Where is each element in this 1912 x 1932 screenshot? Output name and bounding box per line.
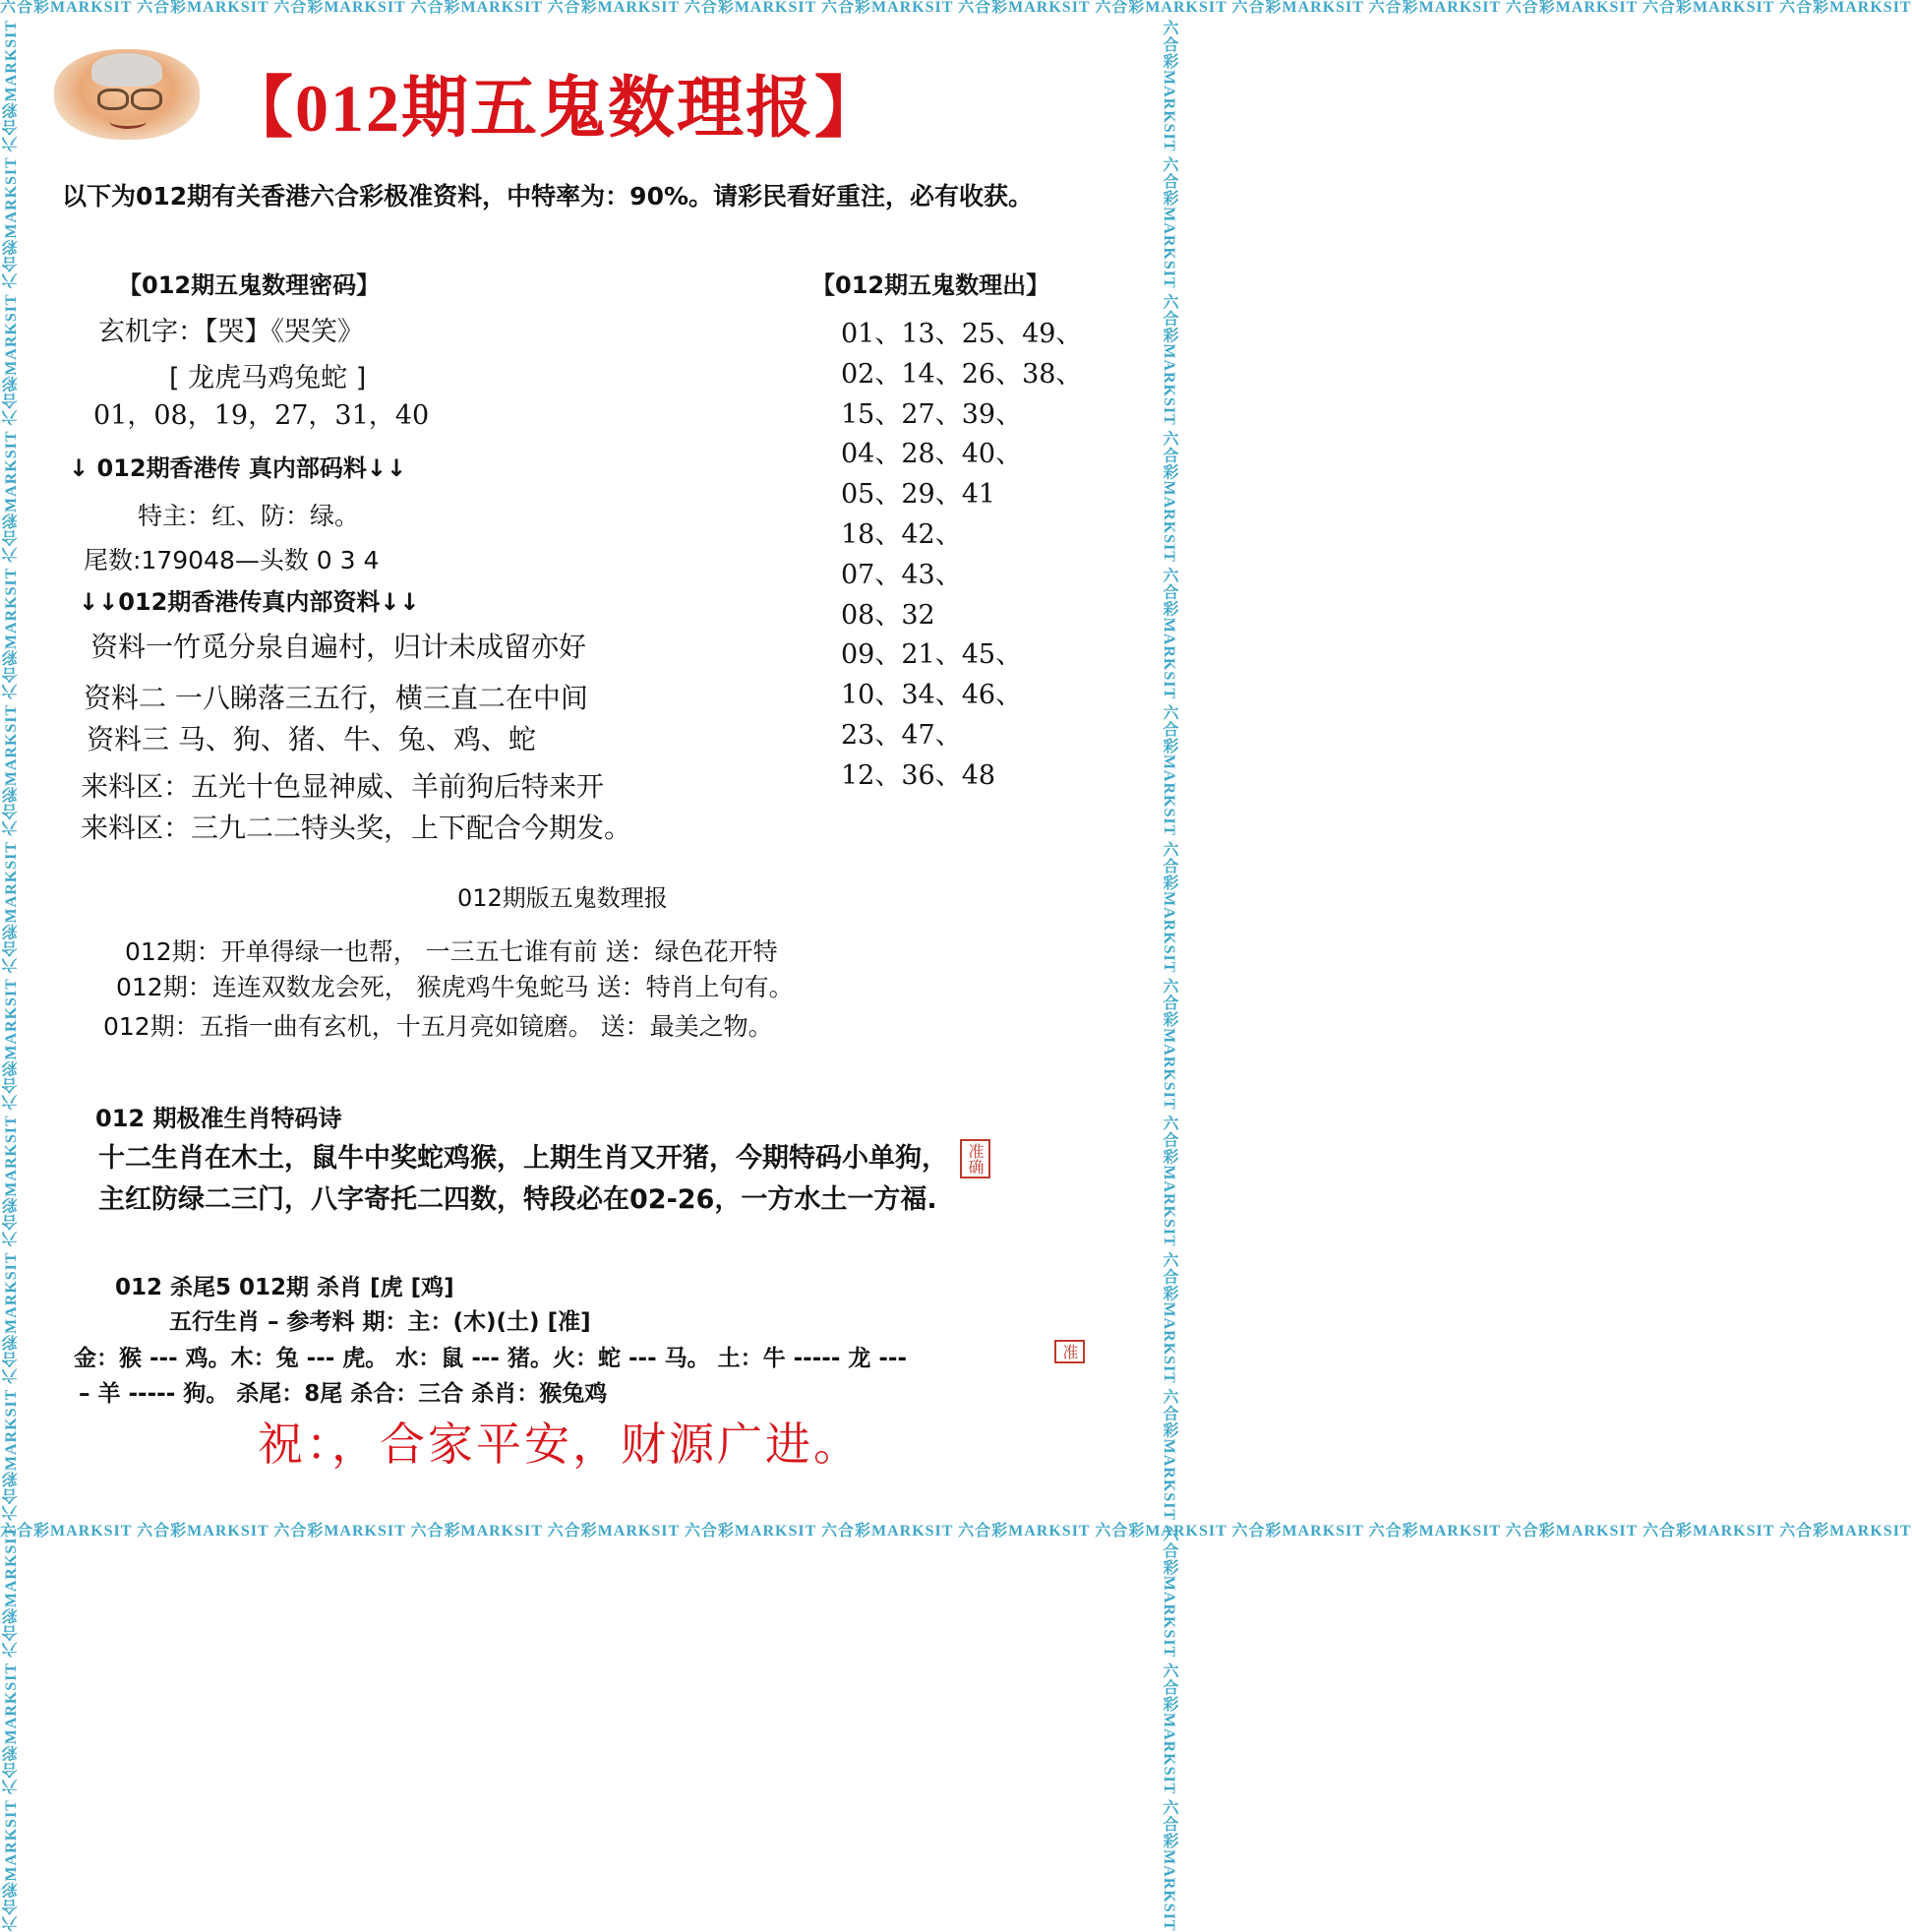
- poem-line-2: 主红防绿二三门，八字寄托二四数，特段必在02-26，一方水土一方福.: [98, 1184, 937, 1215]
- poem-line-1: 十二生肖在木土，鼠牛中奖蛇鸡猴，上期生肖又开猪，今期特码小单狗，: [98, 1143, 948, 1174]
- right-heading: 【012期五鬼数理出】: [811, 272, 1050, 299]
- number-row: 15、27、39、: [841, 398, 1023, 430]
- avatar-hair: [91, 53, 162, 87]
- blessing-text: 祝：，合家平安，财源广进。: [258, 1419, 862, 1470]
- border-bottom: [0, 1521, 1912, 1541]
- avatar-glasses-right: [131, 89, 162, 110]
- edition-line-2: 012期：连连双数龙会死， 猴虎鸡牛兔蛇马 送：特肖上句有。: [116, 973, 794, 1001]
- edition-heading: 012期版五鬼数理报: [457, 884, 668, 912]
- bottom-line-3: 金：猴 --- 鸡。木：兔 --- 虎。 水：鼠 --- 猪。火：蛇 --- 马。 土：牛 ----- 龙 ---: [74, 1346, 908, 1371]
- number-row: 12、36、48: [841, 759, 996, 791]
- ziliao-3: 资料三 马、狗、猪、牛、兔、鸡、蛇: [87, 723, 536, 755]
- poem-heading: 012 期极准生肖特码诗: [95, 1105, 342, 1132]
- border-left-text: 六合彩MARKSIT 六合彩MARKSIT 六合彩MARKSIT 六合彩MARKSIT 六合彩MARKSIT 六合彩MARKSIT 六合彩MARKSIT 六合彩MARKSIT 六合彩MARKSIT 六合彩MARKSIT 六合彩MARKSIT 六合彩MARKSIT 六合彩MARKSIT 六合彩MARKSIT: [3, 20, 20, 1932]
- number-row: 18、42、: [841, 518, 962, 550]
- page-title: 【012期五鬼数理报】: [226, 71, 884, 146]
- number-row: 02、14、26、38、: [841, 358, 1083, 390]
- te-zhu-text: 特主：红、防：绿。: [138, 502, 360, 530]
- number-list: [841, 315, 1082, 797]
- number-row: 01、13、25、49、: [841, 319, 1083, 349]
- border-top: [0, 0, 1912, 20]
- border-left: [0, 20, 22, 1932]
- hk-heading-2: ↓↓012期香港传真内部资料↓↓: [79, 588, 420, 616]
- seal-stamp-1: [960, 1139, 990, 1178]
- border-right-text: 六合彩MARKSIT 六合彩MARKSIT 六合彩MARKSIT 六合彩MARKSIT 六合彩MARKSIT 六合彩MARKSIT 六合彩MARKSIT 六合彩MARKSIT 六合彩MARKSIT 六合彩MARKSIT 六合彩MARKSIT 六合彩MARKSIT 六合彩MARKSIT 六合彩MARKSIT: [1161, 20, 1177, 1932]
- ziliao-2: 资料二 一八睇落三五行，横三直二在中间: [84, 682, 588, 714]
- portrait-avatar: [54, 49, 200, 140]
- lailiao-1: 来料区：五光十色显神威、羊前狗后特来开: [81, 770, 605, 803]
- ziliao-1: 资料一竹觅分泉自遍村，归计未成留亦好: [90, 631, 587, 663]
- secret-heading: 【012期五鬼数理密码】: [118, 272, 381, 299]
- number-row: 04、28、40、: [841, 439, 1023, 470]
- number-row: 09、21、45、: [841, 639, 1023, 671]
- intro-text: 以下为012期有关香港六合彩极准资料，中特率为：90%。请彩民看好重注，必有收获。: [62, 182, 1034, 211]
- bottom-line-4: – 羊 ----- 狗。 杀尾：8尾 杀合：三合 杀肖：猴兔鸡: [79, 1381, 608, 1407]
- avatar-smile: [109, 114, 147, 129]
- seal-stamp-1-text: 准确: [966, 1143, 985, 1175]
- zodiac-group: [ 龙虎马鸡兔蛇 ]: [169, 363, 367, 393]
- bottom-line-2: 五行生肖 – 参考料 期：主：(木)(土) [准]: [169, 1309, 591, 1335]
- number-row: 08、32: [841, 599, 935, 631]
- hk-heading: ↓ 012期香港传 真内部码料↓↓: [69, 454, 407, 482]
- bottom-line-1: 012 杀尾5 012期 杀肖 [虎 [鸡]: [115, 1275, 454, 1300]
- tail-head-text: 尾数:179048—头数 0 3 4: [84, 546, 380, 574]
- border-right: [1159, 20, 1180, 1932]
- number-row: 07、43、: [841, 559, 962, 590]
- edition-line-1: 012期：开单得绿一也帮， 一三五七谁有前 送：绿色花开特: [125, 937, 778, 966]
- xuanji-text: 玄机字：【哭】《哭笑》: [98, 317, 364, 347]
- seal-stamp-2: [1054, 1340, 1085, 1363]
- seal-stamp-2-text: 准: [1060, 1344, 1079, 1359]
- number-row: 23、47、: [841, 719, 962, 751]
- zodiac-numbers: 01，08，19，27，31，40: [93, 400, 430, 431]
- lailiao-2: 来料区：三九二二特头奖，上下配合今期发。: [81, 812, 632, 844]
- edition-line-3: 012期：五指一曲有玄机，十五月亮如镜磨。 送：最美之物。: [103, 1012, 773, 1041]
- avatar-glasses-left: [97, 89, 129, 110]
- border-bottom-text: 六合彩MARKSIT 六合彩MARKSIT 六合彩MARKSIT 六合彩MARKSIT 六合彩MARKSIT 六合彩MARKSIT 六合彩MARKSIT 六合彩MARKSIT 六合彩MARKSIT 六合彩MARKSIT 六合彩MARKSIT 六合彩MARKSIT 六合彩MARKSIT 六合彩MARKSIT: [0, 1523, 1912, 1540]
- number-row: 05、29、41: [841, 479, 996, 511]
- number-row: 10、34、46、: [841, 680, 1023, 711]
- border-top-text: 六合彩MARKSIT 六合彩MARKSIT 六合彩MARKSIT 六合彩MARKSIT 六合彩MARKSIT 六合彩MARKSIT 六合彩MARKSIT 六合彩MARKSIT 六合彩MARKSIT 六合彩MARKSIT 六合彩MARKSIT 六合彩MARKSIT 六合彩MARKSIT 六合彩MARKSIT: [0, 0, 1912, 16]
